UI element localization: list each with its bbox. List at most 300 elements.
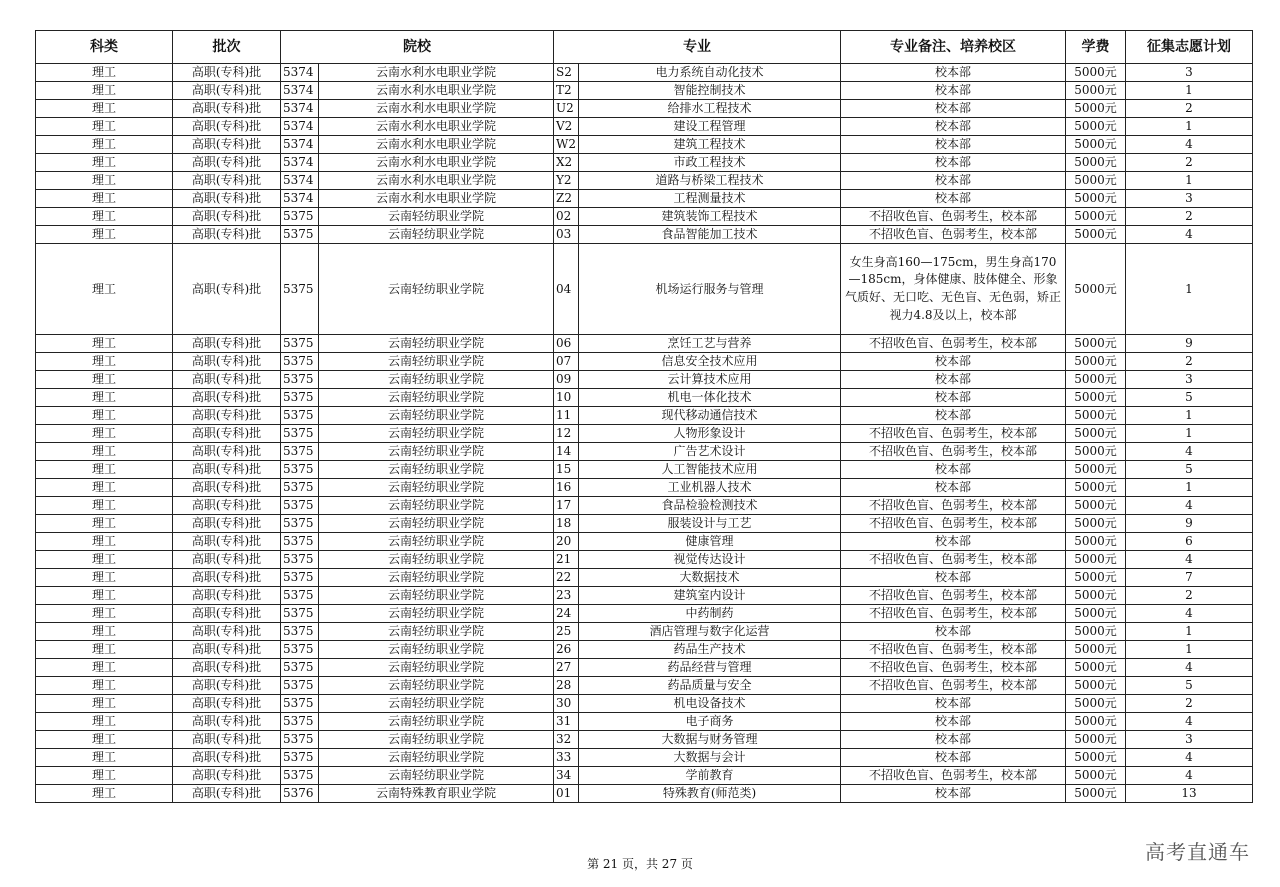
cell-category: 理工: [36, 533, 173, 551]
cell-category: 理工: [36, 569, 173, 587]
cell-category: 理工: [36, 731, 173, 749]
cell-batch: 高职(专科)批: [173, 154, 281, 172]
cell-school-name: 云南轻纺职业学院: [319, 767, 554, 785]
cell-category: 理工: [36, 190, 173, 208]
cell-school-code: 5375: [281, 389, 319, 407]
cell-batch: 高职(专科)批: [173, 497, 281, 515]
cell-plan: 2: [1126, 154, 1253, 172]
table-row: [36, 587, 1253, 605]
cell-school-code: 5375: [281, 479, 319, 497]
table-row: [36, 154, 1253, 172]
header-row: [36, 31, 1253, 64]
header-school: 院校: [281, 31, 554, 64]
cell-tuition: 5000元: [1066, 515, 1126, 533]
cell-batch: 高职(专科)批: [173, 767, 281, 785]
cell-plan: 1: [1126, 479, 1253, 497]
cell-major-name: 酒店管理与数字化运营: [579, 623, 841, 641]
cell-tuition: 5000元: [1066, 389, 1126, 407]
cell-school-code: 5375: [281, 353, 319, 371]
cell-batch: 高职(专科)批: [173, 100, 281, 118]
cell-notes: 不招收色盲、色弱考生，校本部: [841, 515, 1066, 533]
cell-major-name: 工业机器人技术: [579, 479, 841, 497]
cell-batch: 高职(专科)批: [173, 208, 281, 226]
cell-category: 理工: [36, 407, 173, 425]
cell-school-name: 云南水利水电职业学院: [319, 82, 554, 100]
cell-notes: 校本部: [841, 172, 1066, 190]
cell-school-code: 5375: [281, 515, 319, 533]
cell-batch: 高职(专科)批: [173, 623, 281, 641]
cell-category: 理工: [36, 713, 173, 731]
cell-batch: 高职(专科)批: [173, 172, 281, 190]
table-row: [36, 497, 1253, 515]
cell-school-code: 5374: [281, 172, 319, 190]
cell-batch: 高职(专科)批: [173, 605, 281, 623]
cell-plan: 3: [1126, 64, 1253, 82]
table-row: [36, 64, 1253, 82]
cell-tuition: 5000元: [1066, 587, 1126, 605]
cell-school-code: 5375: [281, 443, 319, 461]
cell-category: 理工: [36, 497, 173, 515]
cell-school-name: 云南轻纺职业学院: [319, 695, 554, 713]
cell-school-name: 云南水利水电职业学院: [319, 118, 554, 136]
cell-notes: 不招收色盲、色弱考生，校本部: [841, 605, 1066, 623]
cell-notes: 校本部: [841, 479, 1066, 497]
cell-tuition: 5000元: [1066, 641, 1126, 659]
cell-major-code: 23: [554, 587, 579, 605]
cell-tuition: 5000元: [1066, 551, 1126, 569]
cell-notes: 校本部: [841, 623, 1066, 641]
cell-batch: 高职(专科)批: [173, 226, 281, 244]
cell-batch: 高职(专科)批: [173, 569, 281, 587]
cell-tuition: 5000元: [1066, 136, 1126, 154]
table-row: [36, 443, 1253, 461]
cell-notes: 校本部: [841, 100, 1066, 118]
table-row: [36, 226, 1253, 244]
cell-category: 理工: [36, 623, 173, 641]
cell-major-code: 22: [554, 569, 579, 587]
cell-category: 理工: [36, 335, 173, 353]
cell-plan: 1: [1126, 425, 1253, 443]
cell-notes: 不招收色盲、色弱考生，校本部: [841, 497, 1066, 515]
table-row: [36, 515, 1253, 533]
cell-category: 理工: [36, 767, 173, 785]
cell-category: 理工: [36, 749, 173, 767]
table-row: [36, 713, 1253, 731]
cell-major-code: 25: [554, 623, 579, 641]
table-row: [36, 641, 1253, 659]
cell-school-name: 云南轻纺职业学院: [319, 407, 554, 425]
cell-notes: 不招收色盲、色弱考生，校本部: [841, 587, 1066, 605]
cell-batch: 高职(专科)批: [173, 389, 281, 407]
cell-school-name: 云南水利水电职业学院: [319, 64, 554, 82]
cell-school-name: 云南轻纺职业学院: [319, 497, 554, 515]
cell-tuition: 5000元: [1066, 172, 1126, 190]
cell-batch: 高职(专科)批: [173, 749, 281, 767]
cell-school-code: 5375: [281, 641, 319, 659]
cell-school-code: 5375: [281, 659, 319, 677]
cell-major-code: S2: [554, 64, 579, 82]
cell-major-code: 14: [554, 443, 579, 461]
cell-tuition: 5000元: [1066, 425, 1126, 443]
cell-tuition: 5000元: [1066, 154, 1126, 172]
cell-category: 理工: [36, 154, 173, 172]
cell-category: 理工: [36, 785, 173, 803]
cell-school-code: 5374: [281, 64, 319, 82]
cell-plan: 2: [1126, 100, 1253, 118]
cell-plan: 4: [1126, 659, 1253, 677]
cell-plan: 1: [1126, 118, 1253, 136]
cell-major-code: W2: [554, 136, 579, 154]
table-row: [36, 731, 1253, 749]
cell-major-name: 建筑室内设计: [579, 587, 841, 605]
cell-category: 理工: [36, 695, 173, 713]
cell-major-code: 10: [554, 389, 579, 407]
cell-major-code: 17: [554, 497, 579, 515]
cell-school-name: 云南轻纺职业学院: [319, 659, 554, 677]
cell-school-code: 5375: [281, 605, 319, 623]
cell-batch: 高职(专科)批: [173, 785, 281, 803]
cell-school-code: 5375: [281, 713, 319, 731]
cell-notes: 校本部: [841, 785, 1066, 803]
cell-batch: 高职(专科)批: [173, 479, 281, 497]
cell-major-name: 大数据技术: [579, 569, 841, 587]
table-row: [36, 100, 1253, 118]
cell-major-code: 02: [554, 208, 579, 226]
cell-school-name: 云南轻纺职业学院: [319, 515, 554, 533]
cell-school-code: 5374: [281, 100, 319, 118]
cell-major-name: 药品生产技术: [579, 641, 841, 659]
cell-major-code: 07: [554, 353, 579, 371]
cell-plan: 1: [1126, 82, 1253, 100]
cell-notes: 不招收色盲、色弱考生，校本部: [841, 425, 1066, 443]
cell-tuition: 5000元: [1066, 731, 1126, 749]
cell-school-code: 5375: [281, 226, 319, 244]
table-row: [36, 172, 1253, 190]
cell-major-code: 30: [554, 695, 579, 713]
cell-major-name: 食品检验检测技术: [579, 497, 841, 515]
cell-plan: 5: [1126, 677, 1253, 695]
cell-major-name: 建筑工程技术: [579, 136, 841, 154]
page-number: 第 21 页，共 27 页: [587, 857, 693, 871]
cell-category: 理工: [36, 226, 173, 244]
table-row: [36, 389, 1253, 407]
cell-category: 理工: [36, 244, 173, 335]
cell-school-code: 5375: [281, 533, 319, 551]
cell-notes: 校本部: [841, 82, 1066, 100]
cell-plan: 2: [1126, 587, 1253, 605]
cell-plan: 4: [1126, 497, 1253, 515]
header-category: 科类: [36, 31, 173, 64]
cell-notes: 不招收色盲、色弱考生，校本部: [841, 641, 1066, 659]
cell-notes: 校本部: [841, 64, 1066, 82]
cell-school-code: 5375: [281, 497, 319, 515]
cell-tuition: 5000元: [1066, 82, 1126, 100]
cell-plan: 3: [1126, 371, 1253, 389]
cell-school-code: 5374: [281, 190, 319, 208]
header-major: 专业: [554, 31, 841, 64]
cell-major-code: T2: [554, 82, 579, 100]
table-row: [36, 335, 1253, 353]
cell-major-name: 机电一体化技术: [579, 389, 841, 407]
table-row: [36, 695, 1253, 713]
cell-major-code: V2: [554, 118, 579, 136]
cell-tuition: 5000元: [1066, 353, 1126, 371]
cell-tuition: 5000元: [1066, 479, 1126, 497]
table-row: [36, 551, 1253, 569]
cell-category: 理工: [36, 479, 173, 497]
cell-school-code: 5375: [281, 569, 319, 587]
cell-batch: 高职(专科)批: [173, 713, 281, 731]
cell-school-name: 云南轻纺职业学院: [319, 677, 554, 695]
cell-notes: 校本部: [841, 353, 1066, 371]
cell-category: 理工: [36, 587, 173, 605]
cell-category: 理工: [36, 515, 173, 533]
cell-school-name: 云南轻纺职业学院: [319, 335, 554, 353]
cell-tuition: 5000元: [1066, 623, 1126, 641]
cell-notes: 不招收色盲、色弱考生，校本部: [841, 443, 1066, 461]
cell-major-code: 06: [554, 335, 579, 353]
cell-plan: 4: [1126, 136, 1253, 154]
cell-plan: 4: [1126, 551, 1253, 569]
header-notes: 专业备注、培养校区: [841, 31, 1066, 64]
cell-school-code: 5375: [281, 767, 319, 785]
cell-batch: 高职(专科)批: [173, 425, 281, 443]
cell-batch: 高职(专科)批: [173, 659, 281, 677]
cell-batch: 高职(专科)批: [173, 677, 281, 695]
cell-school-name: 云南特殊教育职业学院: [319, 785, 554, 803]
cell-major-name: 机电设备技术: [579, 695, 841, 713]
cell-major-code: 24: [554, 605, 579, 623]
table-row: [36, 118, 1253, 136]
cell-category: 理工: [36, 100, 173, 118]
cell-major-name: 电力系统自动化技术: [579, 64, 841, 82]
table-row: [36, 407, 1253, 425]
cell-tuition: 5000元: [1066, 605, 1126, 623]
cell-batch: 高职(专科)批: [173, 695, 281, 713]
cell-category: 理工: [36, 605, 173, 623]
cell-batch: 高职(专科)批: [173, 371, 281, 389]
cell-school-code: 5375: [281, 695, 319, 713]
cell-school-code: 5375: [281, 731, 319, 749]
cell-major-code: 32: [554, 731, 579, 749]
cell-major-code: 16: [554, 479, 579, 497]
cell-tuition: 5000元: [1066, 677, 1126, 695]
cell-category: 理工: [36, 677, 173, 695]
cell-plan: 9: [1126, 515, 1253, 533]
cell-plan: 9: [1126, 335, 1253, 353]
cell-plan: 2: [1126, 208, 1253, 226]
cell-school-code: 5375: [281, 407, 319, 425]
cell-school-name: 云南水利水电职业学院: [319, 172, 554, 190]
cell-batch: 高职(专科)批: [173, 136, 281, 154]
cell-plan: 2: [1126, 353, 1253, 371]
cell-major-code: 31: [554, 713, 579, 731]
cell-school-name: 云南水利水电职业学院: [319, 154, 554, 172]
cell-batch: 高职(专科)批: [173, 353, 281, 371]
cell-major-code: 26: [554, 641, 579, 659]
cell-plan: 4: [1126, 713, 1253, 731]
cell-batch: 高职(专科)批: [173, 551, 281, 569]
cell-major-code: 27: [554, 659, 579, 677]
cell-batch: 高职(专科)批: [173, 641, 281, 659]
cell-category: 理工: [36, 425, 173, 443]
table-row: [36, 190, 1253, 208]
cell-tuition: 5000元: [1066, 64, 1126, 82]
cell-school-code: 5375: [281, 623, 319, 641]
cell-school-code: 5375: [281, 335, 319, 353]
cell-major-name: 大数据与财务管理: [579, 731, 841, 749]
cell-plan: 5: [1126, 461, 1253, 479]
cell-tuition: 5000元: [1066, 407, 1126, 425]
cell-school-code: 5375: [281, 551, 319, 569]
cell-category: 理工: [36, 82, 173, 100]
cell-tuition: 5000元: [1066, 118, 1126, 136]
cell-tuition: 5000元: [1066, 226, 1126, 244]
cell-batch: 高职(专科)批: [173, 533, 281, 551]
cell-school-name: 云南轻纺职业学院: [319, 605, 554, 623]
cell-plan: 4: [1126, 226, 1253, 244]
cell-major-name: 药品质量与安全: [579, 677, 841, 695]
cell-plan: 13: [1126, 785, 1253, 803]
cell-tuition: 5000元: [1066, 785, 1126, 803]
cell-plan: 6: [1126, 533, 1253, 551]
cell-batch: 高职(专科)批: [173, 190, 281, 208]
cell-school-code: 5375: [281, 749, 319, 767]
cell-major-name: 建设工程管理: [579, 118, 841, 136]
cell-category: 理工: [36, 353, 173, 371]
cell-major-code: 20: [554, 533, 579, 551]
cell-tuition: 5000元: [1066, 335, 1126, 353]
cell-notes: 校本部: [841, 154, 1066, 172]
cell-major-code: 04: [554, 244, 579, 335]
cell-school-code: 5375: [281, 587, 319, 605]
cell-batch: 高职(专科)批: [173, 335, 281, 353]
table-row: [36, 659, 1253, 677]
cell-major-name: 健康管理: [579, 533, 841, 551]
table-row: [36, 479, 1253, 497]
cell-major-name: 广告艺术设计: [579, 443, 841, 461]
table-row: [36, 677, 1253, 695]
cell-major-code: 28: [554, 677, 579, 695]
cell-major-name: 视觉传达设计: [579, 551, 841, 569]
cell-batch: 高职(专科)批: [173, 731, 281, 749]
cell-batch: 高职(专科)批: [173, 64, 281, 82]
cell-school-name: 云南轻纺职业学院: [319, 353, 554, 371]
cell-plan: 1: [1126, 407, 1253, 425]
cell-major-name: 智能控制技术: [579, 82, 841, 100]
cell-notes: 校本部: [841, 371, 1066, 389]
cell-notes: 校本部: [841, 461, 1066, 479]
cell-tuition: 5000元: [1066, 371, 1126, 389]
cell-major-name: 学前教育: [579, 767, 841, 785]
cell-tuition: 5000元: [1066, 767, 1126, 785]
cell-school-code: 5374: [281, 118, 319, 136]
cell-plan: 1: [1126, 623, 1253, 641]
cell-school-name: 云南轻纺职业学院: [319, 479, 554, 497]
cell-school-name: 云南水利水电职业学院: [319, 136, 554, 154]
cell-notes: 校本部: [841, 569, 1066, 587]
cell-school-name: 云南轻纺职业学院: [319, 587, 554, 605]
cell-plan: 2: [1126, 695, 1253, 713]
cell-plan: 1: [1126, 172, 1253, 190]
cell-batch: 高职(专科)批: [173, 407, 281, 425]
cell-category: 理工: [36, 136, 173, 154]
cell-notes: 校本部: [841, 136, 1066, 154]
cell-major-name: 药品经营与管理: [579, 659, 841, 677]
cell-tuition: 5000元: [1066, 569, 1126, 587]
cell-notes: 女生身高160—175cm，男生身高170—185cm，身体健康、肢体健全、形象气质好、无口吃、无色盲、无色弱，矫正视力4.8及以上，校本部: [841, 244, 1066, 335]
cell-school-name: 云南轻纺职业学院: [319, 551, 554, 569]
cell-major-name: 机场运行服务与管理: [579, 244, 841, 335]
cell-school-code: 5376: [281, 785, 319, 803]
cell-school-code: 5375: [281, 371, 319, 389]
cell-major-name: 电子商务: [579, 713, 841, 731]
cell-school-name: 云南轻纺职业学院: [319, 389, 554, 407]
table-row: [36, 785, 1253, 803]
cell-school-code: 5375: [281, 208, 319, 226]
table-row: [36, 605, 1253, 623]
table-row: [36, 623, 1253, 641]
cell-notes: 不招收色盲、色弱考生，校本部: [841, 767, 1066, 785]
cell-batch: 高职(专科)批: [173, 244, 281, 335]
cell-tuition: 5000元: [1066, 461, 1126, 479]
cell-school-name: 云南轻纺职业学院: [319, 731, 554, 749]
cell-category: 理工: [36, 64, 173, 82]
cell-major-name: 食品智能加工技术: [579, 226, 841, 244]
cell-major-code: 01: [554, 785, 579, 803]
table-row: [36, 569, 1253, 587]
cell-major-name: 人物形象设计: [579, 425, 841, 443]
cell-school-name: 云南轻纺职业学院: [319, 749, 554, 767]
cell-tuition: 5000元: [1066, 208, 1126, 226]
cell-major-name: 服装设计与工艺: [579, 515, 841, 533]
cell-category: 理工: [36, 371, 173, 389]
cell-school-code: 5374: [281, 82, 319, 100]
cell-school-name: 云南轻纺职业学院: [319, 443, 554, 461]
cell-notes: 校本部: [841, 407, 1066, 425]
cell-school-name: 云南轻纺职业学院: [319, 461, 554, 479]
cell-notes: 校本部: [841, 533, 1066, 551]
table-row: [36, 461, 1253, 479]
cell-tuition: 5000元: [1066, 533, 1126, 551]
cell-major-code: 18: [554, 515, 579, 533]
cell-major-code: Z2: [554, 190, 579, 208]
cell-school-name: 云南轻纺职业学院: [319, 244, 554, 335]
table-body: [36, 64, 1253, 803]
cell-tuition: 5000元: [1066, 443, 1126, 461]
cell-major-name: 云计算技术应用: [579, 371, 841, 389]
cell-notes: 不招收色盲、色弱考生，校本部: [841, 677, 1066, 695]
cell-notes: 校本部: [841, 118, 1066, 136]
cell-school-code: 5375: [281, 677, 319, 695]
cell-plan: 3: [1126, 190, 1253, 208]
cell-tuition: 5000元: [1066, 190, 1126, 208]
table-row: [36, 425, 1253, 443]
cell-major-code: 12: [554, 425, 579, 443]
cell-school-name: 云南轻纺职业学院: [319, 569, 554, 587]
table-row: [36, 767, 1253, 785]
cell-notes: 不招收色盲、色弱考生，校本部: [841, 551, 1066, 569]
cell-batch: 高职(专科)批: [173, 118, 281, 136]
header-tuition: 学费: [1066, 31, 1126, 64]
cell-school-code: 5375: [281, 425, 319, 443]
cell-major-name: 道路与桥梁工程技术: [579, 172, 841, 190]
cell-major-name: 工程测量技术: [579, 190, 841, 208]
cell-category: 理工: [36, 118, 173, 136]
cell-major-code: 09: [554, 371, 579, 389]
cell-plan: 1: [1126, 244, 1253, 335]
cell-notes: 不招收色盲、色弱考生，校本部: [841, 226, 1066, 244]
